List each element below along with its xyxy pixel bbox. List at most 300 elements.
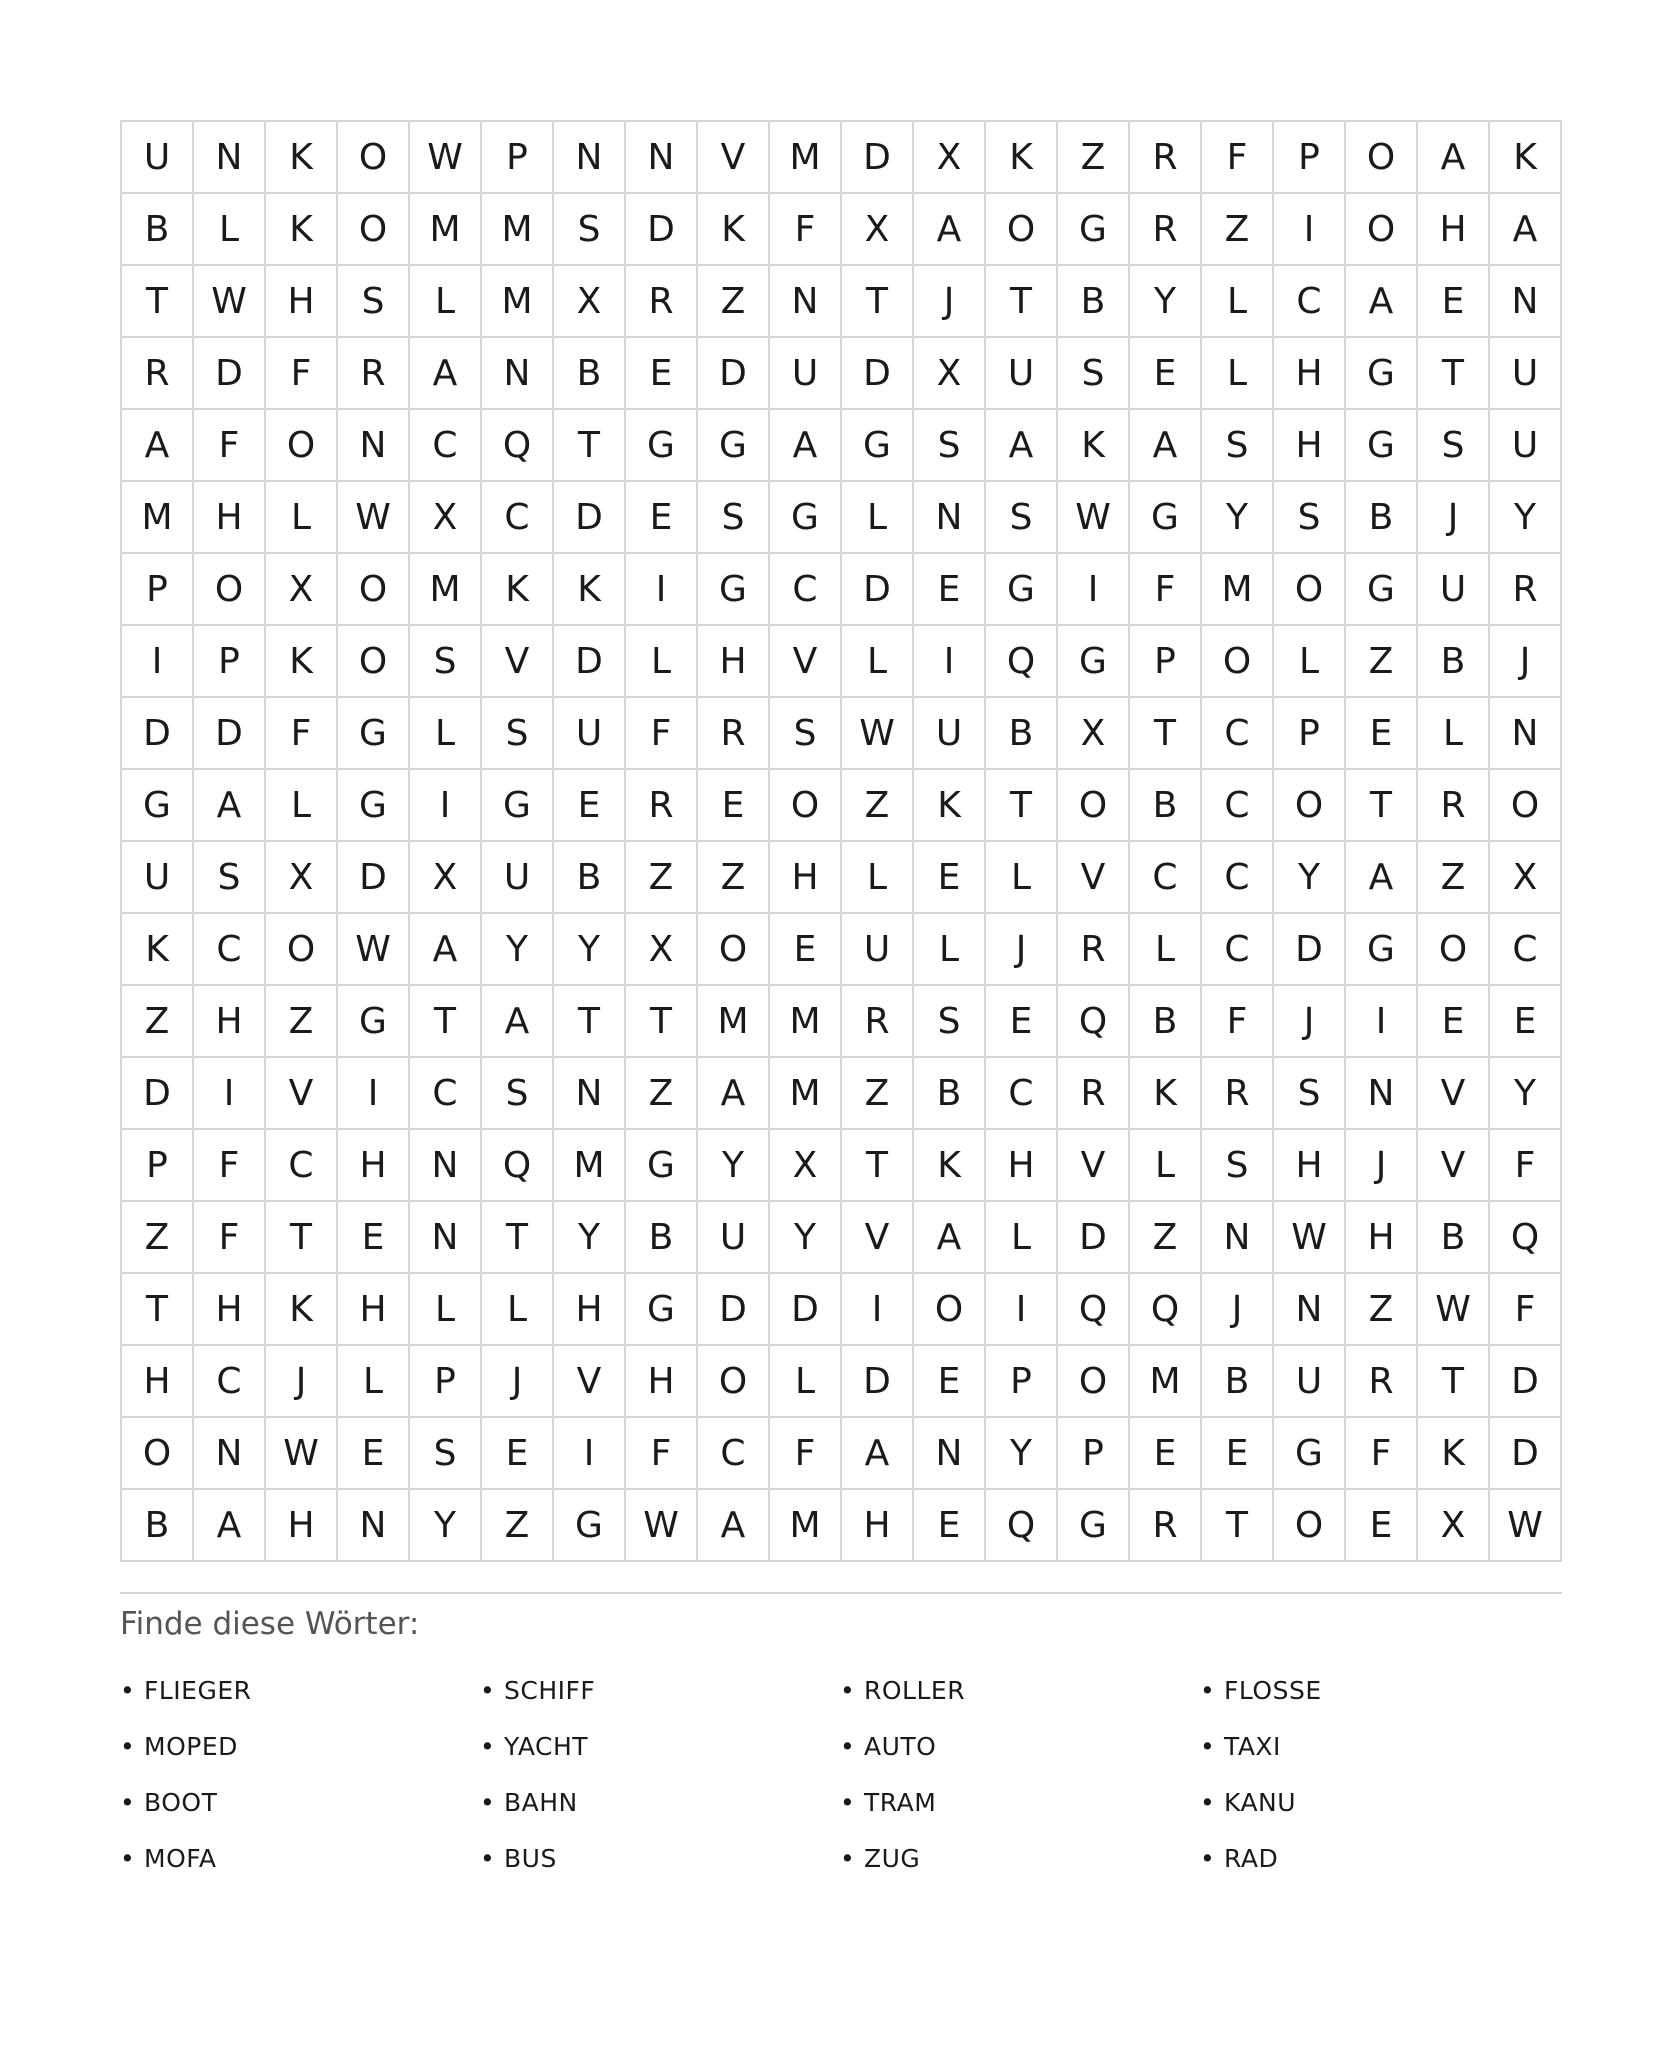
grid-cell[interactable]: H [1274, 410, 1346, 482]
grid-cell[interactable]: E [482, 1418, 554, 1490]
grid-cell[interactable]: V [1418, 1058, 1490, 1130]
grid-cell[interactable]: C [698, 1418, 770, 1490]
grid-cell[interactable]: V [770, 626, 842, 698]
grid-cell[interactable]: S [770, 698, 842, 770]
grid-cell[interactable]: I [554, 1418, 626, 1490]
grid-cell[interactable]: C [986, 1058, 1058, 1130]
grid-cell[interactable]: W [1274, 1202, 1346, 1274]
grid-cell[interactable]: L [338, 1346, 410, 1418]
grid-cell[interactable]: L [626, 626, 698, 698]
grid-cell[interactable]: C [1202, 914, 1274, 986]
grid-cell[interactable]: A [410, 914, 482, 986]
grid-cell[interactable]: O [1274, 770, 1346, 842]
grid-cell[interactable]: U [554, 698, 626, 770]
grid-cell[interactable]: A [122, 410, 194, 482]
grid-cell[interactable]: H [986, 1130, 1058, 1202]
grid-cell[interactable]: U [914, 698, 986, 770]
grid-cell[interactable]: A [1130, 410, 1202, 482]
grid-cell[interactable]: Q [1490, 1202, 1562, 1274]
grid-cell[interactable]: H [1346, 1202, 1418, 1274]
grid-cell[interactable]: L [482, 1274, 554, 1346]
grid-cell[interactable]: A [914, 1202, 986, 1274]
grid-cell[interactable]: I [1346, 986, 1418, 1058]
grid-cell[interactable]: C [1202, 698, 1274, 770]
grid-cell[interactable]: Z [122, 986, 194, 1058]
grid-cell[interactable]: K [482, 554, 554, 626]
grid-cell[interactable]: F [626, 1418, 698, 1490]
grid-cell[interactable]: K [986, 122, 1058, 194]
grid-cell[interactable]: X [1058, 698, 1130, 770]
grid-cell[interactable]: H [770, 842, 842, 914]
grid-cell[interactable]: V [554, 1346, 626, 1418]
grid-cell[interactable]: U [986, 338, 1058, 410]
grid-cell[interactable]: J [482, 1346, 554, 1418]
grid-cell[interactable]: E [770, 914, 842, 986]
grid-cell[interactable]: H [842, 1490, 914, 1562]
grid-cell[interactable]: I [1274, 194, 1346, 266]
grid-cell[interactable]: C [1202, 842, 1274, 914]
grid-cell[interactable]: C [410, 410, 482, 482]
grid-cell[interactable]: L [410, 266, 482, 338]
grid-cell[interactable]: O [1346, 194, 1418, 266]
grid-cell[interactable]: N [770, 266, 842, 338]
grid-cell[interactable]: D [698, 338, 770, 410]
grid-cell[interactable]: K [1058, 410, 1130, 482]
grid-cell[interactable]: Q [986, 626, 1058, 698]
grid-cell[interactable]: N [194, 1418, 266, 1490]
grid-cell[interactable]: G [770, 482, 842, 554]
grid-cell[interactable]: A [194, 770, 266, 842]
grid-cell[interactable]: T [410, 986, 482, 1058]
grid-cell[interactable]: L [842, 626, 914, 698]
grid-cell[interactable]: K [266, 194, 338, 266]
grid-cell[interactable]: U [482, 842, 554, 914]
grid-cell[interactable]: T [266, 1202, 338, 1274]
grid-cell[interactable]: A [194, 1490, 266, 1562]
grid-cell[interactable]: J [1274, 986, 1346, 1058]
grid-cell[interactable]: G [1346, 554, 1418, 626]
grid-cell[interactable]: R [1418, 770, 1490, 842]
grid-cell[interactable]: B [986, 698, 1058, 770]
grid-cell[interactable]: E [914, 554, 986, 626]
grid-cell[interactable]: T [626, 986, 698, 1058]
grid-cell[interactable]: U [698, 1202, 770, 1274]
grid-cell[interactable]: C [1274, 266, 1346, 338]
grid-cell[interactable]: Z [1130, 1202, 1202, 1274]
grid-cell[interactable]: B [554, 338, 626, 410]
grid-cell[interactable]: Y [554, 1202, 626, 1274]
grid-cell[interactable]: G [338, 770, 410, 842]
grid-cell[interactable]: D [338, 842, 410, 914]
grid-cell[interactable]: N [482, 338, 554, 410]
grid-cell[interactable]: X [914, 338, 986, 410]
grid-cell[interactable]: S [554, 194, 626, 266]
grid-cell[interactable]: D [194, 698, 266, 770]
grid-cell[interactable]: J [1202, 1274, 1274, 1346]
grid-cell[interactable]: L [1130, 1130, 1202, 1202]
grid-cell[interactable]: X [554, 266, 626, 338]
grid-cell[interactable]: F [770, 194, 842, 266]
grid-cell[interactable]: B [1202, 1346, 1274, 1418]
grid-cell[interactable]: H [266, 266, 338, 338]
grid-cell[interactable]: M [698, 986, 770, 1058]
grid-cell[interactable]: E [1130, 1418, 1202, 1490]
grid-cell[interactable]: Y [698, 1130, 770, 1202]
grid-cell[interactable]: T [1418, 1346, 1490, 1418]
grid-cell[interactable]: X [842, 194, 914, 266]
grid-cell[interactable]: M [770, 1058, 842, 1130]
grid-cell[interactable]: L [842, 482, 914, 554]
grid-cell[interactable]: O [914, 1274, 986, 1346]
grid-cell[interactable]: Y [986, 1418, 1058, 1490]
grid-cell[interactable]: L [1202, 266, 1274, 338]
grid-cell[interactable]: D [1490, 1346, 1562, 1418]
grid-cell[interactable]: O [122, 1418, 194, 1490]
grid-cell[interactable]: M [770, 122, 842, 194]
grid-cell[interactable]: W [1418, 1274, 1490, 1346]
grid-cell[interactable]: T [122, 1274, 194, 1346]
grid-cell[interactable]: L [1418, 698, 1490, 770]
grid-cell[interactable]: Y [554, 914, 626, 986]
grid-cell[interactable]: Y [1202, 482, 1274, 554]
grid-cell[interactable]: G [1346, 410, 1418, 482]
grid-cell[interactable]: I [986, 1274, 1058, 1346]
grid-cell[interactable]: Z [698, 842, 770, 914]
grid-cell[interactable]: Z [482, 1490, 554, 1562]
grid-cell[interactable]: H [122, 1346, 194, 1418]
grid-cell[interactable]: W [338, 482, 410, 554]
grid-cell[interactable]: H [338, 1130, 410, 1202]
grid-cell[interactable]: S [410, 626, 482, 698]
grid-cell[interactable]: Y [1490, 482, 1562, 554]
grid-cell[interactable]: N [1346, 1058, 1418, 1130]
grid-cell[interactable]: V [482, 626, 554, 698]
grid-cell[interactable]: D [194, 338, 266, 410]
grid-cell[interactable]: U [1274, 1346, 1346, 1418]
grid-cell[interactable]: R [626, 770, 698, 842]
grid-cell[interactable]: Z [1058, 122, 1130, 194]
grid-cell[interactable]: G [338, 698, 410, 770]
grid-cell[interactable]: O [1202, 626, 1274, 698]
grid-cell[interactable]: M [554, 1130, 626, 1202]
grid-cell[interactable]: E [554, 770, 626, 842]
grid-cell[interactable]: M [1202, 554, 1274, 626]
grid-cell[interactable]: E [338, 1418, 410, 1490]
grid-cell[interactable]: K [266, 122, 338, 194]
grid-cell[interactable]: G [1274, 1418, 1346, 1490]
grid-cell[interactable]: Z [626, 1058, 698, 1130]
grid-cell[interactable]: C [482, 482, 554, 554]
grid-cell[interactable]: B [1418, 1202, 1490, 1274]
grid-cell[interactable]: D [842, 1346, 914, 1418]
grid-cell[interactable]: S [1418, 410, 1490, 482]
grid-cell[interactable]: B [122, 1490, 194, 1562]
grid-cell[interactable]: Z [1346, 626, 1418, 698]
grid-cell[interactable]: O [266, 914, 338, 986]
grid-cell[interactable]: D [842, 338, 914, 410]
grid-cell[interactable]: K [266, 626, 338, 698]
grid-cell[interactable]: C [1202, 770, 1274, 842]
grid-cell[interactable]: R [1130, 194, 1202, 266]
grid-cell[interactable]: N [554, 1058, 626, 1130]
grid-cell[interactable]: U [1418, 554, 1490, 626]
grid-cell[interactable]: O [1274, 1490, 1346, 1562]
grid-cell[interactable]: P [194, 626, 266, 698]
grid-cell[interactable]: I [626, 554, 698, 626]
grid-cell[interactable]: W [1058, 482, 1130, 554]
grid-cell[interactable]: V [842, 1202, 914, 1274]
grid-cell[interactable]: L [266, 482, 338, 554]
grid-cell[interactable]: E [1202, 1418, 1274, 1490]
grid-cell[interactable]: B [1418, 626, 1490, 698]
grid-cell[interactable]: G [698, 410, 770, 482]
grid-cell[interactable]: T [482, 1202, 554, 1274]
grid-cell[interactable]: G [1058, 194, 1130, 266]
grid-cell[interactable]: N [554, 122, 626, 194]
grid-cell[interactable]: O [698, 1346, 770, 1418]
grid-cell[interactable]: H [554, 1274, 626, 1346]
grid-cell[interactable]: D [122, 1058, 194, 1130]
grid-cell[interactable]: O [194, 554, 266, 626]
grid-cell[interactable]: D [626, 194, 698, 266]
grid-cell[interactable]: R [1058, 1058, 1130, 1130]
grid-cell[interactable]: U [842, 914, 914, 986]
grid-cell[interactable]: N [914, 482, 986, 554]
grid-cell[interactable]: E [338, 1202, 410, 1274]
grid-cell[interactable]: T [1418, 338, 1490, 410]
grid-cell[interactable]: Q [1058, 1274, 1130, 1346]
grid-cell[interactable]: A [842, 1418, 914, 1490]
grid-cell[interactable]: Z [1346, 1274, 1418, 1346]
grid-cell[interactable]: F [1202, 122, 1274, 194]
grid-cell[interactable]: D [554, 626, 626, 698]
grid-cell[interactable]: C [1490, 914, 1562, 986]
grid-cell[interactable]: C [194, 914, 266, 986]
grid-cell[interactable]: Q [1130, 1274, 1202, 1346]
grid-cell[interactable]: O [338, 194, 410, 266]
grid-cell[interactable]: A [770, 410, 842, 482]
grid-cell[interactable]: A [1490, 194, 1562, 266]
grid-cell[interactable]: T [986, 266, 1058, 338]
grid-cell[interactable]: O [1058, 1346, 1130, 1418]
grid-cell[interactable]: S [194, 842, 266, 914]
grid-cell[interactable]: X [1418, 1490, 1490, 1562]
grid-cell[interactable]: P [1058, 1418, 1130, 1490]
grid-cell[interactable]: J [266, 1346, 338, 1418]
grid-cell[interactable]: M [482, 266, 554, 338]
grid-cell[interactable]: K [1490, 122, 1562, 194]
grid-cell[interactable]: S [338, 266, 410, 338]
grid-cell[interactable]: X [914, 122, 986, 194]
grid-cell[interactable]: G [122, 770, 194, 842]
grid-cell[interactable]: S [482, 1058, 554, 1130]
grid-cell[interactable]: O [698, 914, 770, 986]
grid-cell[interactable]: C [266, 1130, 338, 1202]
grid-cell[interactable]: L [1130, 914, 1202, 986]
grid-cell[interactable]: A [1346, 266, 1418, 338]
grid-cell[interactable]: F [194, 1130, 266, 1202]
grid-cell[interactable]: A [914, 194, 986, 266]
grid-cell[interactable]: I [410, 770, 482, 842]
grid-cell[interactable]: Y [1130, 266, 1202, 338]
grid-cell[interactable]: R [1058, 914, 1130, 986]
grid-cell[interactable]: X [626, 914, 698, 986]
grid-cell[interactable]: K [698, 194, 770, 266]
grid-cell[interactable]: E [986, 986, 1058, 1058]
grid-cell[interactable]: N [1490, 266, 1562, 338]
grid-cell[interactable]: K [914, 1130, 986, 1202]
grid-cell[interactable]: T [842, 266, 914, 338]
grid-cell[interactable]: S [410, 1418, 482, 1490]
grid-cell[interactable]: J [914, 266, 986, 338]
grid-cell[interactable]: B [1058, 266, 1130, 338]
grid-cell[interactable]: D [842, 554, 914, 626]
grid-cell[interactable]: V [266, 1058, 338, 1130]
grid-cell[interactable]: T [554, 986, 626, 1058]
grid-cell[interactable]: T [122, 266, 194, 338]
grid-cell[interactable]: O [338, 554, 410, 626]
grid-cell[interactable]: H [698, 626, 770, 698]
grid-cell[interactable]: N [338, 1490, 410, 1562]
grid-cell[interactable]: N [1274, 1274, 1346, 1346]
grid-cell[interactable]: D [1274, 914, 1346, 986]
grid-cell[interactable]: Y [1490, 1058, 1562, 1130]
grid-cell[interactable]: O [770, 770, 842, 842]
grid-cell[interactable]: U [1490, 410, 1562, 482]
grid-cell[interactable]: G [1058, 626, 1130, 698]
grid-cell[interactable]: X [410, 842, 482, 914]
grid-cell[interactable]: Z [1418, 842, 1490, 914]
grid-cell[interactable]: N [194, 122, 266, 194]
grid-cell[interactable]: B [914, 1058, 986, 1130]
grid-cell[interactable]: W [626, 1490, 698, 1562]
grid-cell[interactable]: G [554, 1490, 626, 1562]
grid-cell[interactable]: V [1418, 1130, 1490, 1202]
grid-cell[interactable]: U [770, 338, 842, 410]
grid-cell[interactable]: C [1130, 842, 1202, 914]
grid-cell[interactable]: P [122, 554, 194, 626]
grid-cell[interactable]: E [914, 1490, 986, 1562]
grid-cell[interactable]: L [842, 842, 914, 914]
grid-cell[interactable]: E [1490, 986, 1562, 1058]
grid-cell[interactable]: Y [482, 914, 554, 986]
grid-cell[interactable]: G [338, 986, 410, 1058]
grid-cell[interactable]: W [194, 266, 266, 338]
grid-cell[interactable]: F [266, 338, 338, 410]
grid-cell[interactable]: D [770, 1274, 842, 1346]
grid-cell[interactable]: P [1274, 122, 1346, 194]
grid-cell[interactable]: D [554, 482, 626, 554]
grid-cell[interactable]: L [1202, 338, 1274, 410]
grid-cell[interactable]: B [1130, 986, 1202, 1058]
grid-cell[interactable]: P [1130, 626, 1202, 698]
grid-cell[interactable]: N [1490, 698, 1562, 770]
grid-cell[interactable]: H [338, 1274, 410, 1346]
grid-cell[interactable]: L [410, 1274, 482, 1346]
grid-cell[interactable]: W [266, 1418, 338, 1490]
grid-cell[interactable]: A [410, 338, 482, 410]
grid-cell[interactable]: E [1418, 266, 1490, 338]
grid-cell[interactable]: L [266, 770, 338, 842]
grid-cell[interactable]: L [914, 914, 986, 986]
grid-cell[interactable]: N [1202, 1202, 1274, 1274]
grid-cell[interactable]: G [626, 410, 698, 482]
grid-cell[interactable]: S [1202, 1130, 1274, 1202]
grid-cell[interactable]: L [1274, 626, 1346, 698]
grid-cell[interactable]: Z [626, 842, 698, 914]
grid-cell[interactable]: T [1346, 770, 1418, 842]
grid-cell[interactable]: W [1490, 1490, 1562, 1562]
grid-cell[interactable]: O [1346, 122, 1418, 194]
grid-cell[interactable]: I [338, 1058, 410, 1130]
grid-cell[interactable]: O [338, 626, 410, 698]
grid-cell[interactable]: B [554, 842, 626, 914]
grid-cell[interactable]: B [122, 194, 194, 266]
grid-cell[interactable]: R [1130, 1490, 1202, 1562]
grid-cell[interactable]: M [770, 1490, 842, 1562]
grid-cell[interactable]: O [1490, 770, 1562, 842]
grid-cell[interactable]: R [1346, 1346, 1418, 1418]
grid-cell[interactable]: P [410, 1346, 482, 1418]
grid-cell[interactable]: J [986, 914, 1058, 986]
grid-cell[interactable]: K [554, 554, 626, 626]
grid-cell[interactable]: K [1418, 1418, 1490, 1490]
grid-cell[interactable]: H [266, 1490, 338, 1562]
grid-cell[interactable]: E [1346, 1490, 1418, 1562]
grid-cell[interactable]: E [1130, 338, 1202, 410]
grid-cell[interactable]: J [1346, 1130, 1418, 1202]
grid-cell[interactable]: S [986, 482, 1058, 554]
grid-cell[interactable]: L [770, 1346, 842, 1418]
grid-cell[interactable]: F [626, 698, 698, 770]
grid-cell[interactable]: G [482, 770, 554, 842]
grid-cell[interactable]: F [194, 410, 266, 482]
grid-cell[interactable]: P [482, 122, 554, 194]
grid-cell[interactable]: A [698, 1490, 770, 1562]
grid-cell[interactable]: M [410, 554, 482, 626]
grid-cell[interactable]: L [194, 194, 266, 266]
grid-cell[interactable]: R [842, 986, 914, 1058]
grid-cell[interactable]: J [1490, 626, 1562, 698]
grid-cell[interactable]: F [1346, 1418, 1418, 1490]
grid-cell[interactable]: K [1130, 1058, 1202, 1130]
grid-cell[interactable]: Z [842, 770, 914, 842]
grid-cell[interactable]: A [698, 1058, 770, 1130]
grid-cell[interactable]: X [1490, 842, 1562, 914]
grid-cell[interactable]: H [1274, 338, 1346, 410]
grid-cell[interactable]: I [122, 626, 194, 698]
grid-cell[interactable]: F [194, 1202, 266, 1274]
grid-cell[interactable]: U [122, 122, 194, 194]
grid-cell[interactable]: T [554, 410, 626, 482]
grid-cell[interactable]: R [122, 338, 194, 410]
grid-cell[interactable]: F [1490, 1274, 1562, 1346]
grid-cell[interactable]: I [842, 1274, 914, 1346]
grid-cell[interactable]: T [986, 770, 1058, 842]
grid-cell[interactable]: W [338, 914, 410, 986]
grid-cell[interactable]: Z [842, 1058, 914, 1130]
grid-cell[interactable]: Y [410, 1490, 482, 1562]
grid-cell[interactable]: B [626, 1202, 698, 1274]
grid-cell[interactable]: U [122, 842, 194, 914]
grid-cell[interactable]: A [482, 986, 554, 1058]
grid-cell[interactable]: X [266, 842, 338, 914]
grid-cell[interactable]: G [1058, 1490, 1130, 1562]
grid-cell[interactable]: G [1346, 338, 1418, 410]
grid-cell[interactable]: M [122, 482, 194, 554]
grid-cell[interactable]: O [986, 194, 1058, 266]
grid-cell[interactable]: C [770, 554, 842, 626]
